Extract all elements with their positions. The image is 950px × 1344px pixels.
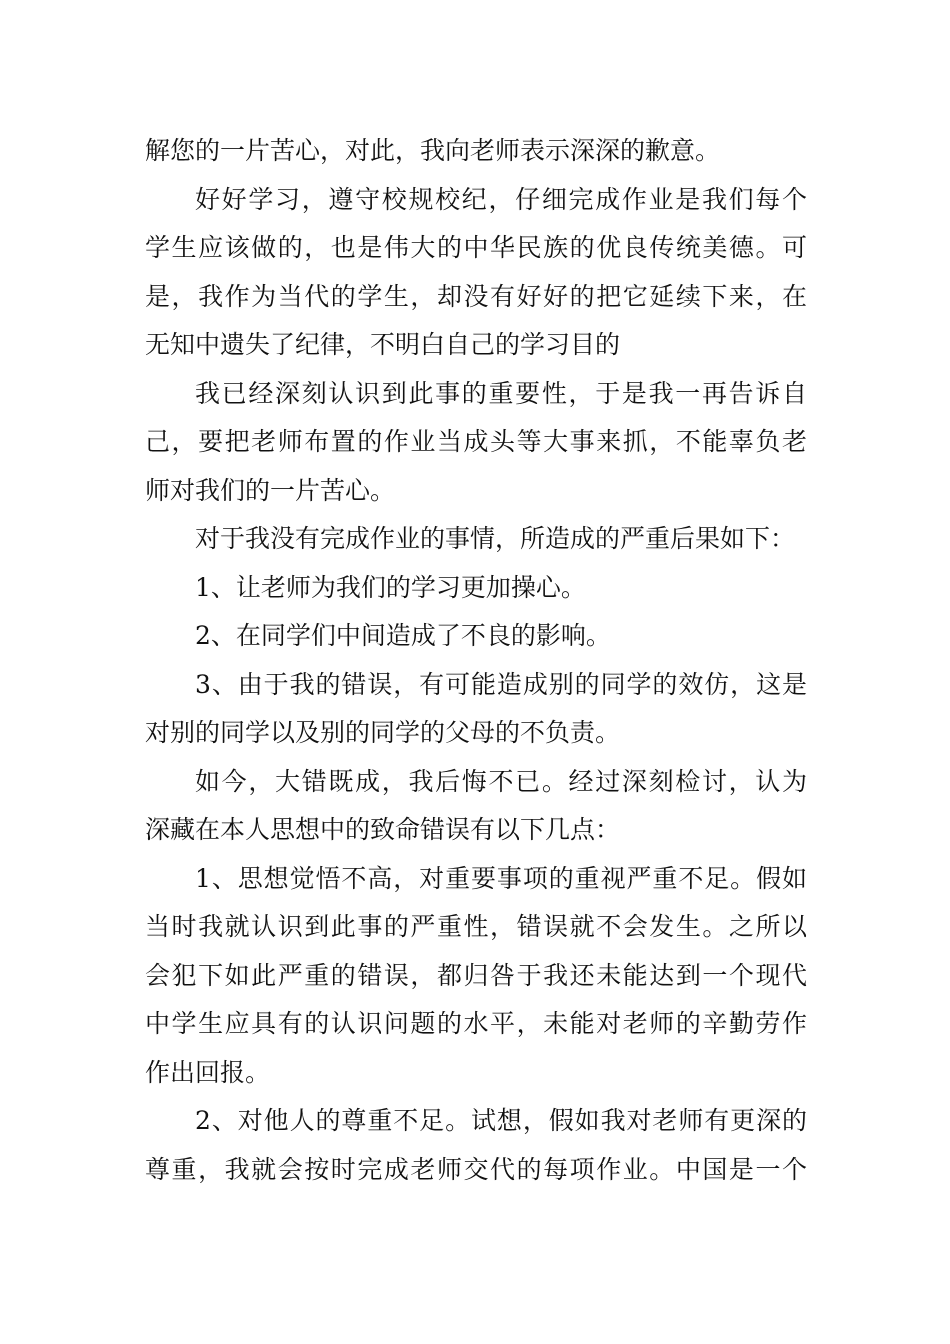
text-line: 学生应该做的，也是伟大的中华民族的优良传统美德。可 bbox=[145, 233, 807, 262]
paragraph bbox=[145, 661, 807, 758]
paragraph bbox=[145, 1097, 807, 1194]
text-line: 2、对他人的尊重不足。试想，假如我对老师有更深的 bbox=[195, 1106, 807, 1135]
paragraph bbox=[145, 612, 807, 661]
paragraph bbox=[145, 758, 807, 855]
paragraph bbox=[145, 127, 807, 176]
text-line: 1、让老师为我们的学习更加操心。 bbox=[195, 572, 586, 602]
text-line: 2、在同学们中间造成了不良的影响。 bbox=[195, 621, 611, 650]
text-line: 中学生应具有的认识问题的水平，未能对老师的辛勤劳作 bbox=[145, 1009, 807, 1038]
paragraph bbox=[145, 176, 807, 370]
document-body bbox=[145, 127, 807, 1194]
text-line: 当时我就认识到此事的严重性，错误就不会发生。之所以 bbox=[145, 912, 807, 941]
text-line: 师对我们的一片苦心。 bbox=[145, 475, 396, 505]
text-line: 无知中遗失了纪律，不明白自己的学习目的 bbox=[145, 330, 621, 359]
text-line: 3、由于我的错误，有可能造成别的同学的效仿，这是 bbox=[195, 669, 807, 699]
text-line: 如今，大错既成，我后悔不已。经过深刻检讨，认为 bbox=[195, 766, 807, 796]
text-line: 我已经深刻认识到此事的重要性，于是我一再告诉自 bbox=[195, 378, 807, 408]
text-line: 己，要把老师布置的作业当成头等大事来抓，不能辜负老 bbox=[145, 427, 807, 456]
text-line: 1、思想觉悟不高，对重要事项的重视严重不足。假如 bbox=[195, 863, 807, 893]
text-line: 是，我作为当代的学生，却没有好好的把它延续下来，在 bbox=[145, 281, 807, 311]
text-line: 解您的一片苦心，对此，我向老师表示深深的歉意。 bbox=[145, 136, 721, 165]
paragraph bbox=[145, 855, 807, 1098]
text-line: 对别的同学以及别的同学的父母的不负责。 bbox=[145, 718, 621, 747]
text-line: 好好学习，遵守校规校纪，仔细完成作业是我们每个 bbox=[195, 184, 807, 214]
paragraph bbox=[145, 515, 807, 564]
text-line: 作出回报。 bbox=[145, 1057, 271, 1087]
text-line: 深藏在本人思想中的致命错误有以下几点： bbox=[145, 815, 621, 844]
text-line: 尊重，我就会按时完成老师交代的每项作业。中国是一个 bbox=[145, 1154, 807, 1184]
paragraph bbox=[145, 564, 807, 613]
text-line: 会犯下如此严重的错误，都归咎于我还未能达到一个现代 bbox=[145, 960, 807, 990]
text-line: 对于我没有完成作业的事情，所造成的严重后果如下： bbox=[195, 524, 796, 553]
paragraph bbox=[145, 370, 807, 516]
